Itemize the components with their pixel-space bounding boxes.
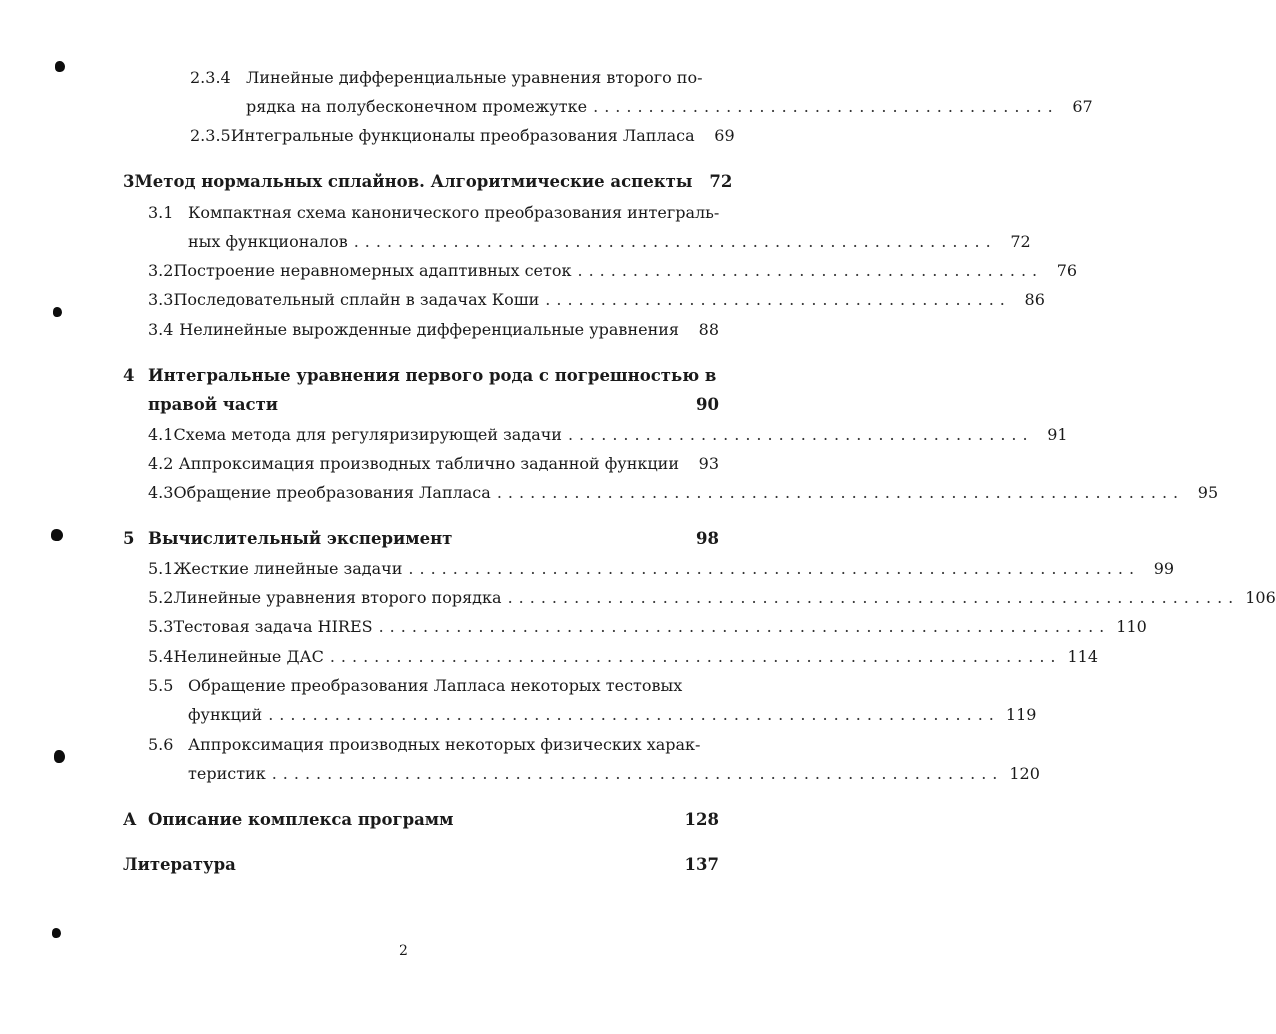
entry-number: 3.4 — [148, 320, 174, 339]
appendix-page: 128 — [684, 810, 719, 829]
toc-chapter-3 — [123, 172, 733, 192]
appendix-title: Описание комплекса программ — [148, 810, 454, 829]
entry-title-line2: рядка на полубесконечном промежутке — [246, 97, 588, 116]
entry-number: 3.2 — [148, 261, 174, 280]
toc-entry-3-1 — [148, 203, 720, 223]
entry-page: 114 — [1067, 647, 1099, 666]
entry-title: Обращение преобразования Лапласа — [173, 483, 491, 502]
entry-page: 106 — [1245, 588, 1276, 607]
entry-page: 72 — [1010, 232, 1031, 251]
toc-entry-3-1-cont — [188, 232, 1031, 252]
entry-title: Линейные уравнения второго порядка — [173, 588, 502, 607]
chapter-number: 4 — [123, 366, 135, 385]
leader-dots: .......................................... — [567, 425, 1034, 444]
appendix-letter: А — [123, 810, 137, 829]
toc-entry-5-1 — [148, 559, 1175, 579]
toc-chapter-5 — [123, 529, 719, 549]
entry-number: 5.5 — [148, 676, 174, 695]
entry-page: 86 — [1024, 290, 1045, 309]
chapter-number: 5 — [123, 529, 135, 548]
toc-entry-5-3 — [148, 617, 1147, 637]
toc-entry-5-5-cont — [188, 705, 1037, 725]
toc-entry-4-3 — [148, 483, 1219, 503]
entry-number: 2.3.4 — [190, 68, 231, 87]
entry-page: 76 — [1056, 261, 1078, 280]
scan-speck — [53, 307, 62, 317]
leader-dots: .......................................................... — [353, 232, 997, 251]
toc-entry-2-3-5 — [190, 126, 735, 146]
toc-entry-5-2 — [148, 588, 1276, 608]
leader-dots: .......................................... — [545, 290, 1011, 309]
entry-number: 4.2 — [148, 454, 174, 473]
toc-entry-2-3-4-cont — [246, 97, 1093, 117]
entry-page: 120 — [1009, 764, 1040, 783]
entry-title-line1: Обращение преобразования Лапласа некоторых тестовых — [188, 676, 683, 695]
entry-title-line1: Линейные дифференциальные уравнения второго по- — [246, 68, 703, 87]
leader-dots: .................................................................. — [268, 705, 1000, 724]
entry-page: 91 — [1047, 425, 1068, 444]
entry-page: 67 — [1072, 97, 1093, 116]
entry-number: 5.2 — [148, 588, 174, 607]
toc-entry-2-3-4 — [190, 68, 703, 88]
entry-title-line2: функций — [188, 705, 263, 724]
scan-speck — [54, 750, 65, 763]
chapter-page: 90 — [696, 395, 719, 414]
entry-number: 5.4 — [148, 647, 174, 666]
chapter-title-line2: правой части — [148, 395, 279, 414]
entry-title: Схема метода для регуляризирующей задачи — [173, 425, 562, 444]
entry-title-line2: теристик — [188, 764, 266, 783]
leader-dots: .......................................... — [593, 97, 1059, 116]
scan-speck — [55, 61, 65, 72]
toc-entry-3-3 — [148, 290, 1045, 310]
toc-entry-4-1 — [148, 425, 1068, 445]
entry-number: 2.3.5 — [190, 126, 231, 145]
entry-title: Последовательный сплайн в задачах Коши — [173, 290, 540, 309]
entry-number: 5.6 — [148, 735, 174, 754]
toc-entry-5-5 — [148, 676, 683, 696]
leader-dots: .............................................................. — [496, 483, 1185, 502]
entry-title: Интегральные функционалы преобразования Лапласа — [230, 126, 695, 145]
toc-entry-5-6 — [148, 735, 701, 755]
scan-speck — [52, 928, 61, 938]
scan-speck — [51, 529, 63, 541]
bibliography-title: Литература — [123, 855, 236, 874]
entry-page: 119 — [1005, 705, 1037, 724]
chapter-page: 72 — [709, 172, 733, 191]
toc-entry-5-4 — [148, 647, 1099, 667]
toc-entry-3-4 — [148, 320, 719, 340]
chapter-title: Вычислительный эксперимент — [148, 529, 453, 548]
entry-number: 5.1 — [148, 559, 174, 578]
entry-title-line2: ных функционалов — [188, 232, 348, 251]
bibliography-page: 137 — [684, 855, 719, 874]
toc-bibliography — [123, 855, 719, 875]
entry-title: Нелинейные ДАС — [173, 647, 324, 666]
entry-page: 88 — [698, 320, 719, 339]
entry-number: 4.3 — [148, 483, 174, 502]
entry-page: 99 — [1153, 559, 1175, 578]
leader-dots: .................................................................. — [378, 617, 1111, 636]
entry-number: 5.3 — [148, 617, 174, 636]
entry-number: 3.1 — [148, 203, 174, 222]
entry-page: 93 — [698, 454, 719, 473]
chapter-title-line1: Интегральные уравнения первого рода с погрешностью в — [148, 366, 717, 385]
chapter-page: 98 — [696, 529, 719, 548]
entry-title: Жесткие линейные задачи — [173, 559, 403, 578]
leader-dots: .................................................................. — [271, 764, 1004, 783]
chapter-title: Метод нормальных сплайнов. Алгоритмические аспекты — [134, 172, 693, 191]
entry-title: Тестовая задача HIRES — [173, 617, 373, 636]
entry-page: 69 — [714, 126, 735, 145]
leader-dots: .................................................................. — [329, 647, 1062, 666]
entry-title: Нелинейные вырожденные дифференциальные уравнения — [179, 320, 679, 339]
entry-title: Аппроксимация производных таблично заданной функции — [178, 454, 679, 473]
leader-dots: .................................................................. — [507, 588, 1240, 607]
entry-title-line1: Компактная схема канонического преобразования интеграль- — [188, 203, 720, 222]
entry-page: 110 — [1116, 617, 1147, 636]
toc-entry-4-2 — [148, 454, 719, 474]
entry-title: Построение неравномерных адаптивных сеток — [173, 261, 572, 280]
toc-chapter-4-cont — [148, 395, 719, 415]
entry-page: 95 — [1197, 483, 1219, 502]
chapter-number: 3 — [123, 172, 135, 191]
entry-title-line1: Аппроксимация производных некоторых физических харак- — [188, 735, 701, 754]
toc-appendix-a — [123, 810, 719, 830]
page-number: 2 — [399, 943, 408, 959]
toc-entry-5-6-cont — [188, 764, 1040, 784]
leader-dots: .................................................................. — [408, 559, 1141, 578]
entry-number: 4.1 — [148, 425, 174, 444]
leader-dots: .......................................... — [577, 261, 1044, 280]
toc-entry-3-2 — [148, 261, 1078, 281]
entry-number: 3.3 — [148, 290, 174, 309]
toc-chapter-4 — [123, 366, 717, 386]
